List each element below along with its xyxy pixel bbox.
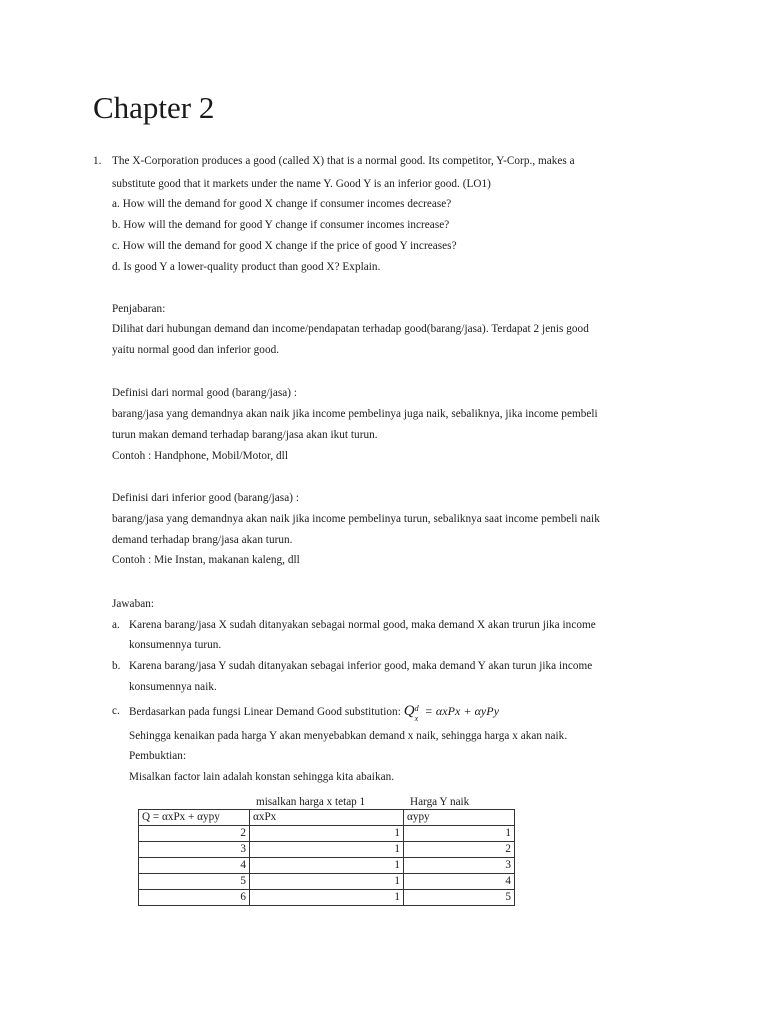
jawaban-c-line1 <box>129 703 500 724</box>
table-cell-axpx: 1 <box>250 874 404 890</box>
table-cell-q: 2 <box>139 826 250 842</box>
table-cell-aypy: 2 <box>404 842 515 858</box>
jawaban-b-label: b. <box>112 660 121 672</box>
demand-formula <box>403 703 500 724</box>
table-row <box>139 842 515 858</box>
question-text-line2: substitute good that it markets under the name Y. Good Y is an inferior good. (LO1) <box>112 178 491 190</box>
table-row <box>139 890 515 906</box>
jawaban-c-text: Berdasarkan pada fungsi Linear Demand Good substitution: <box>129 706 401 718</box>
jawaban-c-line2: Sehingga kenaikan pada harga Y akan menyebabkan demand x naik, sehingga harga x akan naik. <box>129 730 568 742</box>
question-part-b: b. How will the demand for good Y change if consumer incomes increase? <box>112 219 450 231</box>
inferior-good-line2: demand terhadap brang/jasa akan turun. <box>112 534 293 546</box>
table-row <box>139 874 515 890</box>
penjabaran-line1: Dilihat dari hubungan demand dan income/pendapatan terhadap good(barang/jasa). Terdapat 2 jenis good <box>112 323 589 335</box>
normal-good-example: Contoh : Handphone, Mobil/Motor, dll <box>112 450 288 462</box>
table-caption-mid: misalkan harga x tetap 1 <box>256 796 366 808</box>
normal-good-line2: turun makan demand terhadap barang/jasa akan ikut turun. <box>112 429 378 441</box>
table-caption-right: Harga Y naik <box>410 796 470 808</box>
table-cell-aypy: 1 <box>404 826 515 842</box>
data-table <box>138 809 515 906</box>
normal-good-line1: barang/jasa yang demandnya akan naik jika income pembelinya juga naik, sebaliknya, jika income pembeli <box>112 408 598 420</box>
inferior-good-heading: Definisi dari inferior good (barang/jasa) : <box>112 492 299 504</box>
inferior-good-example: Contoh : Mie Instan, makanan kaleng, dll <box>112 554 300 566</box>
table-cell-q: 5 <box>139 874 250 890</box>
question-part-a: a. How will the demand for good X change if consumer incomes decrease? <box>112 198 452 210</box>
table-header-aypy: αypy <box>404 810 515 826</box>
penjabaran-heading: Penjabaran: <box>112 303 166 315</box>
jawaban-b-line1: Karena barang/jasa Y sudah ditanyakan sebagai inferior good, maka demand Y akan turun jika income <box>129 660 593 672</box>
inferior-good-line1: barang/jasa yang demandnya akan naik jika income pembelinya turun, sebaliknya saat income pembeli naik <box>112 513 600 525</box>
formula-q: Q <box>403 703 415 719</box>
table-cell-q: 3 <box>139 842 250 858</box>
formula-subscript: x <box>414 714 419 724</box>
question-number: 1. <box>93 155 102 167</box>
table-row <box>139 858 515 874</box>
table-cell-q: 6 <box>139 890 250 906</box>
table-cell-axpx: 1 <box>250 858 404 874</box>
normal-good-heading: Definisi dari normal good (barang/jasa) : <box>112 387 298 399</box>
jawaban-a-line1: Karena barang/jasa X sudah ditanyakan sebagai normal good, maka demand X akan trurun jika income <box>129 619 596 631</box>
table-row <box>139 826 515 842</box>
question-part-d: d. Is good Y a lower-quality product than good X? Explain. <box>112 261 381 273</box>
question-part-c: c. How will the demand for good X change if the price of good Y increases? <box>112 240 457 252</box>
jawaban-b-line2: konsumennya naik. <box>129 681 217 693</box>
formula-superscript: d <box>414 704 419 714</box>
table-cell-aypy: 5 <box>404 890 515 906</box>
chapter-title: Chapter 2 <box>93 90 215 125</box>
table-cell-aypy: 4 <box>404 874 515 890</box>
penjabaran-line2: yaitu normal good dan inferior good. <box>112 344 280 356</box>
table-cell-q: 4 <box>139 858 250 874</box>
table-cell-aypy: 3 <box>404 858 515 874</box>
table-header-row <box>139 810 515 826</box>
jawaban-a-line2: konsumennya turun. <box>129 639 222 651</box>
jawaban-c-line4: Misalkan factor lain adalah konstan sehingga kita abaikan. <box>129 771 395 783</box>
jawaban-c-label: c. <box>112 705 120 717</box>
jawaban-c-line3: Pembuktian: <box>129 750 187 762</box>
table-header-axpx: αxPx <box>250 810 404 826</box>
table-cell-axpx: 1 <box>250 842 404 858</box>
table-cell-axpx: 1 <box>250 826 404 842</box>
jawaban-heading: Jawaban: <box>112 598 155 610</box>
formula-rest: = αxPx + αyPy <box>421 704 500 718</box>
jawaban-a-label: a. <box>112 619 120 631</box>
table-header-q: Q = αxPx + αypy <box>139 810 250 826</box>
table-cell-axpx: 1 <box>250 890 404 906</box>
question-text-line1: The X-Corporation produces a good (called X) that is a normal good. Its competitor, Y-Corp., makes a <box>112 155 575 167</box>
